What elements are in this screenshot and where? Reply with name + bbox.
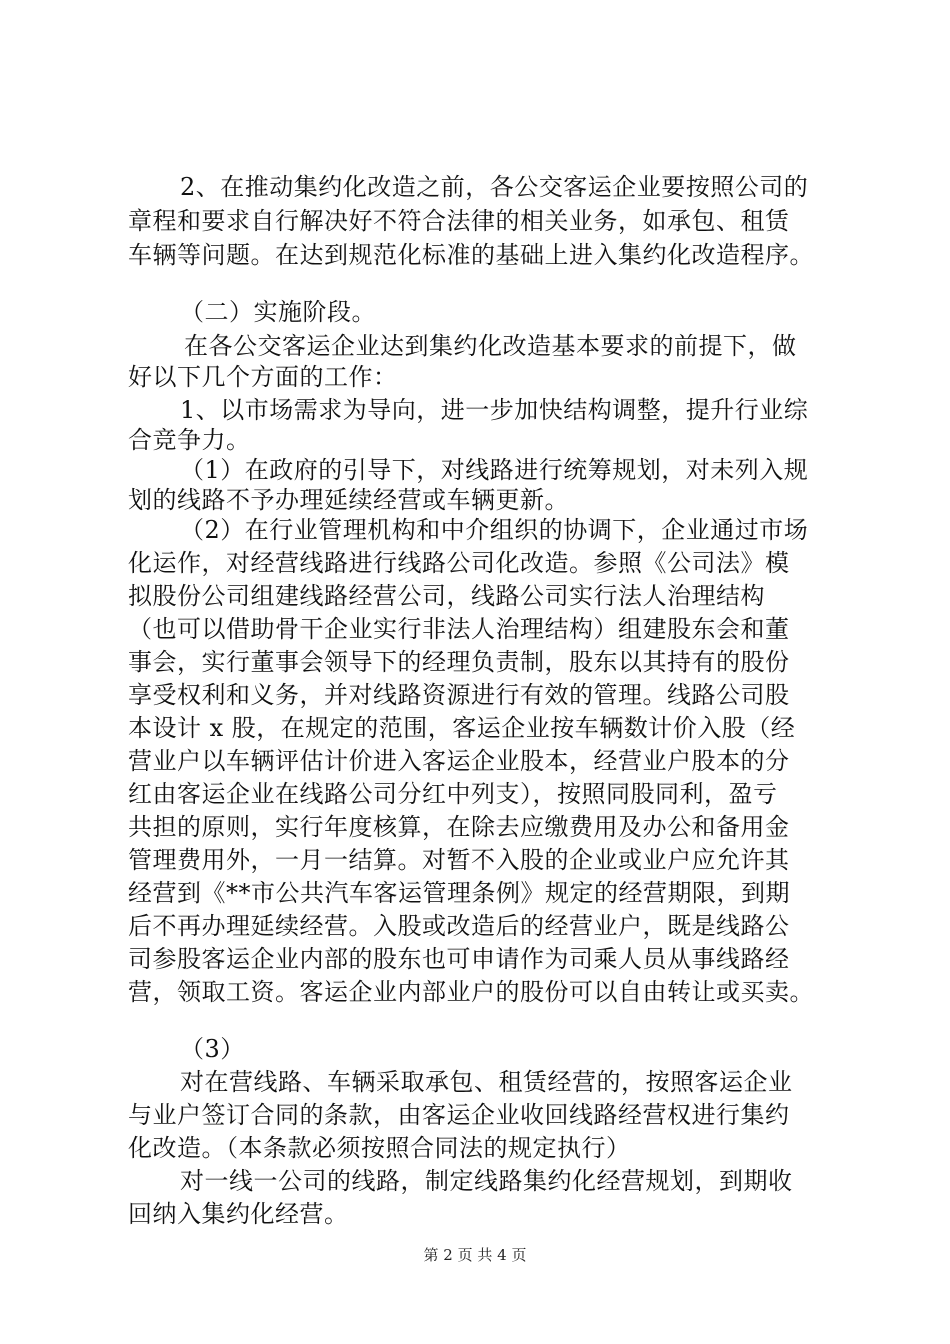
paragraph-6-line-9: 红由客运企业在线路公司分红中列支），按照同股同利，盈亏 xyxy=(128,780,778,808)
paragraph-1-line-3: 车辆等问题。在达到规范化标准的基础上进入集约化改造程序。 xyxy=(128,241,814,269)
paragraph-4-line-2: 合竞争力。 xyxy=(128,426,251,454)
paragraph-3-line-1: 在各公交客运企业达到集约化改造基本要求的前提下，做 xyxy=(184,332,797,360)
paragraph-6-line-7: 本设计 x 股，在规定的范围，客运企业按车辆数计价入股（经 xyxy=(128,714,796,742)
paragraph-8-line-2: 与业户签订合同的条款，由客运企业收回线路经营权进行集约 xyxy=(128,1101,790,1129)
paragraph-6-line-5: 事会，实行董事会领导下的经理负责制，股东以其持有的股份 xyxy=(128,648,790,676)
paragraph-9-line-1: 对一线一公司的线路，制定线路集约化经营规划，到期收 xyxy=(180,1167,793,1195)
page-number-footer: 第 2 页 共 4 页 xyxy=(423,1246,527,1264)
paragraph-6-line-3: 拟股份公司组建线路经营公司，线路公司实行法人治理结构 xyxy=(128,582,765,610)
paragraph-6-line-10: 共担的原则，实行年度核算，在除去应缴费用及办公和备用金 xyxy=(128,813,790,841)
paragraph-6-line-13: 后不再办理延续经营。入股或改造后的经营业户，既是线路公 xyxy=(128,912,790,940)
paragraph-6-line-4: （也可以借助骨干企业实行非法人治理结构）组建股东会和董 xyxy=(128,615,790,643)
paragraph-6-line-2: 化运作，对经营线路进行线路公司化改造。参照《公司法》模 xyxy=(128,549,790,577)
paragraph-6-line-12: 经营到《**市公共汽车客运管理条例》规定的经营期限，到期 xyxy=(128,879,790,907)
paragraph-6-line-1: （2）在行业管理机构和中介组织的协调下，企业通过市场 xyxy=(180,516,809,544)
paragraph-1-line-1: 2、在推动集约化改造之前，各公交客运企业要按照公司的 xyxy=(180,173,809,201)
section-heading-implementation: （二）实施阶段。 xyxy=(180,298,376,326)
paragraph-8-line-3: 化改造。（本条款必须按照合同法的规定执行） xyxy=(128,1134,631,1162)
paragraph-5-line-1: （1）在政府的引导下，对线路进行统筹规划，对未列入规 xyxy=(180,456,809,484)
paragraph-6-line-15: 营，领取工资。客运企业内部业户的股份可以自由转让或买卖。 xyxy=(128,978,814,1006)
paragraph-5-line-2: 划的线路不予办理延续经营或车辆更新。 xyxy=(128,486,569,514)
paragraph-6-line-14: 司参股客运企业内部的股东也可申请作为司乘人员从事线路经 xyxy=(128,945,790,973)
paragraph-3-line-2: 好以下几个方面的工作： xyxy=(128,363,398,391)
paragraph-6-line-11: 管理费用外，一月一结算。对暂不入股的企业或业户应允许其 xyxy=(128,846,790,874)
paragraph-6-line-6: 享受权利和义务，并对线路资源进行有效的管理。线路公司股 xyxy=(128,681,790,709)
paragraph-6-line-8: 营业户以车辆评估计价进入客运企业股本，经营业户股本的分 xyxy=(128,747,790,775)
paragraph-4-line-1: 1、以市场需求为导向，进一步加快结构调整，提升行业综 xyxy=(180,396,809,424)
paragraph-9-line-2: 回纳入集约化经营。 xyxy=(128,1200,349,1228)
paragraph-1-line-2: 章程和要求自行解决好不符合法律的相关业务，如承包、租赁 xyxy=(128,207,790,235)
paragraph-8-line-1: 对在营线路、车辆采取承包、租赁经营的，按照客运企业 xyxy=(180,1068,793,1096)
item-3-label: （3） xyxy=(180,1035,245,1063)
